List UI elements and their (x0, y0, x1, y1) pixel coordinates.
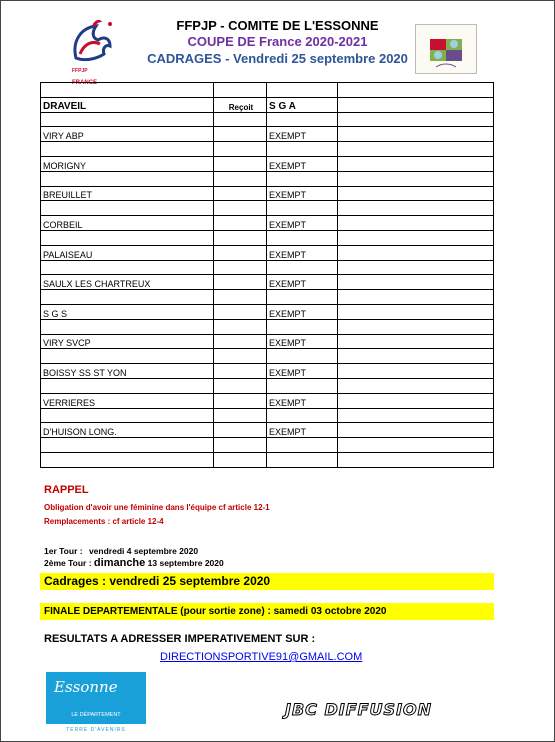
first-round-date: vendredi 4 septembre 2020 (88, 546, 199, 556)
club-cell: VIRY SVCP (41, 334, 214, 349)
opponent-club: S G A (267, 97, 338, 112)
essonne-committee-logo (415, 24, 477, 74)
table-row (41, 364, 494, 379)
results-email-link[interactable]: DIRECTIONSPORTIVE91@GMAIL.COM (160, 651, 363, 663)
recoit-label: Reçoit (214, 97, 267, 112)
results-instruction: RESULTATS A ADRESSER IMPERATIVEMENT SUR : (44, 633, 316, 645)
table-row (41, 142, 494, 157)
opponent-cell: EXEMPT (267, 127, 338, 142)
table-row (41, 127, 494, 142)
table-row (41, 216, 494, 231)
host-club: DRAVEIL (41, 97, 214, 112)
opponent-cell: EXEMPT (267, 156, 338, 171)
table-row (41, 186, 494, 201)
title-cadrages: CADRAGES - Vendredi 25 septembre 2020 (147, 51, 408, 66)
table-row (41, 112, 494, 127)
finale-banner: FINALE DEPARTEMENTALE (pour sortie zone) : samedi 03 octobre 2020 (40, 603, 494, 620)
opponent-cell: EXEMPT (267, 364, 338, 379)
second-round (44, 557, 224, 569)
table-row (41, 230, 494, 245)
opponent-cell: EXEMPT (267, 334, 338, 349)
logo-caption-ffpjp: FFPJP (72, 68, 88, 74)
table-row (41, 349, 494, 364)
rappel-feminine-rule: Obligation d'avoir une féminine dans l'équipe cf article 12-1 (44, 503, 270, 512)
table-row (41, 275, 494, 290)
table-header-row (41, 97, 494, 112)
opponent-cell: EXEMPT (267, 423, 338, 438)
club-cell: VIRY ABP (41, 127, 214, 142)
table-row (41, 245, 494, 260)
rappel-heading: RAPPEL (44, 484, 89, 496)
second-round-date: 13 septembre 2020 (147, 558, 224, 568)
title-committee: FFPJP - COMITE DE L'ESSONNE (176, 18, 379, 33)
club-cell: SAULX LES CHARTREUX (41, 275, 214, 290)
opponent-cell: EXEMPT (267, 304, 338, 319)
table-row (41, 378, 494, 393)
club-cell: BOISSY SS ST YON (41, 364, 214, 379)
club-cell: D'HUISON LONG. (41, 423, 214, 438)
rappel-replacement-rule: Remplacements : cf article 12-4 (44, 517, 164, 526)
table-row (41, 201, 494, 216)
table-row (41, 452, 494, 467)
second-round-label: 2ème Tour : (44, 558, 92, 568)
club-cell: VERRIERES (41, 393, 214, 408)
table-row (41, 83, 494, 98)
table-row (41, 334, 494, 349)
club-cell: PALAISEAU (41, 245, 214, 260)
essonne-departement-text: LE DÉPARTEMENT (71, 712, 121, 718)
club-cell: CORBEIL (41, 216, 214, 231)
club-cell: BREUILLET (41, 186, 214, 201)
table-row (41, 393, 494, 408)
table-row (41, 304, 494, 319)
title-cup: COUPE DE France 2020-2021 (187, 34, 368, 49)
table-row (41, 438, 494, 453)
table-row (41, 423, 494, 438)
opponent-cell: EXEMPT (267, 186, 338, 201)
first-round-label: 1er Tour : (44, 546, 83, 556)
club-cell: MORIGNY (41, 156, 214, 171)
jbc-diffusion-logo: JBC DIFFUSION (285, 700, 433, 719)
first-round (44, 546, 198, 556)
cadrages-date-banner: Cadrages : vendredi 25 septembre 2020 (40, 573, 494, 590)
table-row (41, 260, 494, 275)
opponent-cell: EXEMPT (267, 245, 338, 260)
essonne-departement-logo (46, 672, 146, 733)
table-row (41, 156, 494, 171)
opponent-cell: EXEMPT (267, 393, 338, 408)
opponent-cell: EXEMPT (267, 275, 338, 290)
table-row (41, 408, 494, 423)
table-row (41, 171, 494, 186)
second-round-day: dimanche (93, 557, 146, 569)
cadrages-table (40, 82, 494, 468)
table-row (41, 290, 494, 305)
logo-caption-france: FRANCE (72, 80, 97, 86)
essonne-script: Essonne (54, 678, 118, 696)
table-row (41, 319, 494, 334)
essonne-tagline: TERRE D'AVENIRS (66, 727, 126, 733)
opponent-cell: EXEMPT (267, 216, 338, 231)
club-cell: S G S (41, 304, 214, 319)
